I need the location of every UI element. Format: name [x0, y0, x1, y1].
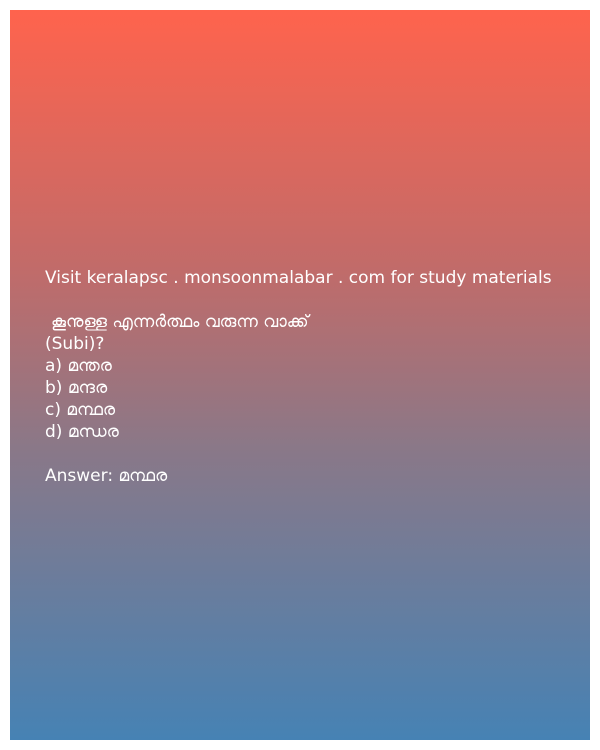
question-subject: (Subi)? [45, 334, 105, 354]
question-text: കൂനുള്ള എന്നർത്ഥം വരുന്ന വാക്ക് [51, 312, 309, 332]
spacer [45, 289, 575, 311]
option-a: a) മന്തര [45, 356, 112, 376]
question-content [45, 267, 575, 487]
spacer [45, 443, 575, 465]
visit-text: Visit keralapsc . monsoonmalabar . com for study materials [45, 268, 552, 288]
option-d: d) മന്ധര [45, 422, 119, 442]
option-b: b) മന്ദര [45, 378, 108, 398]
answer-text: Answer: മന്ഥര [45, 466, 168, 486]
question-card [10, 10, 590, 740]
option-c: c) മന്ഥര [45, 400, 116, 420]
